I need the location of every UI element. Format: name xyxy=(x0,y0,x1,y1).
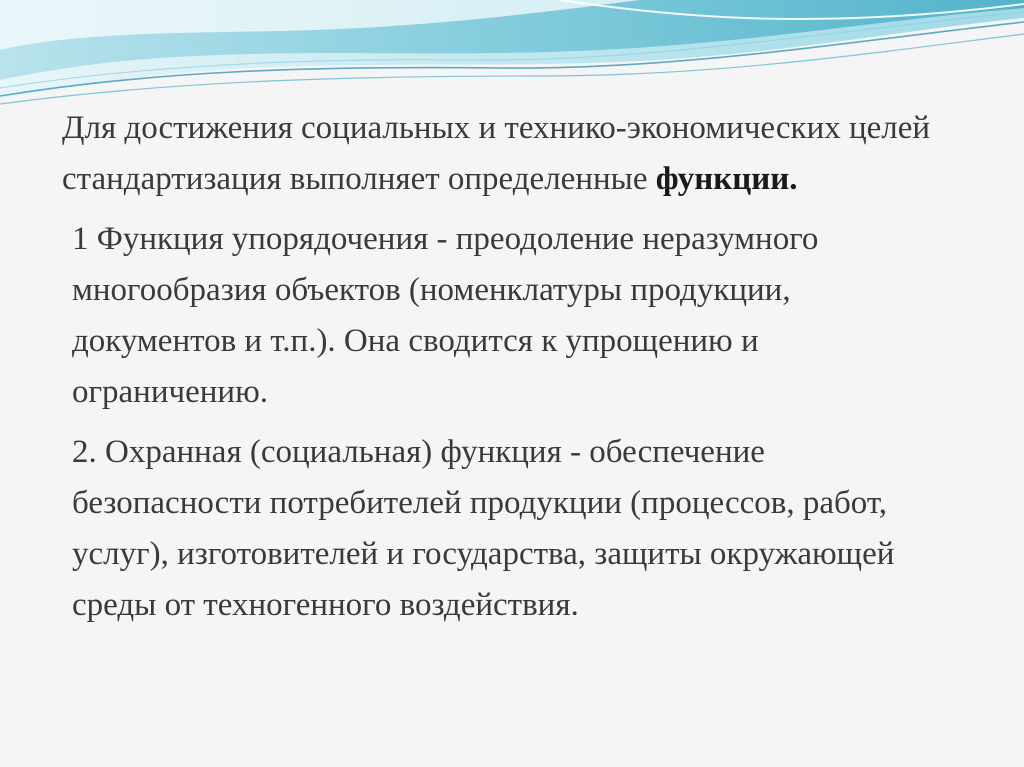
function-item-ordering xyxy=(62,214,962,418)
intro-paragraph xyxy=(62,103,962,205)
function-text: 2. Охранная (социальная) функция - обеспечение безопасности потребителей продукции (процессов, работ, услуг), изготовителей и государства, защиты окружающей среды от техногенного воздействия. xyxy=(72,434,895,623)
intro-bold-term: функции. xyxy=(655,161,798,197)
slide-body xyxy=(62,103,962,631)
function-text: 1 Функция упорядочения - преодоление неразумного многообразия объектов (номенклатуры продукции, документов и т.п.). Она сводится к упрощению и ограничению. xyxy=(72,221,819,410)
decorative-wave-header xyxy=(0,0,1024,120)
intro-text: Для достижения социальных и технико-экономических целей стандартизация выполняет определенные xyxy=(62,110,931,197)
function-item-protective xyxy=(62,427,962,631)
